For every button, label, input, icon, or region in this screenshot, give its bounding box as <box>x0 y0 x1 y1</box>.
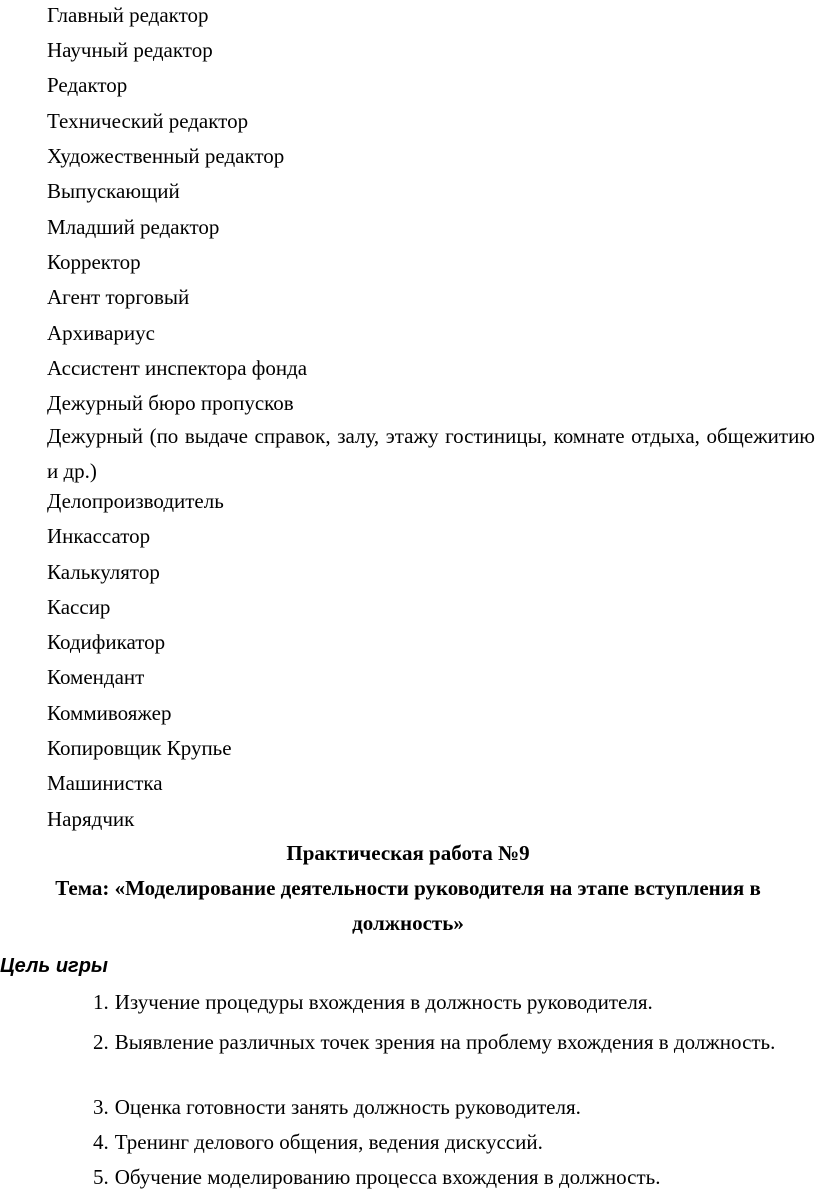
list-item: Агент торговый <box>47 285 190 309</box>
list-item: Архивариус <box>47 321 155 345</box>
list-item: Младший редактор <box>47 215 220 239</box>
topic-title: Тема: «Моделирование деятельности руководителя на этапе вступления в должность» <box>55 876 761 935</box>
list-item: Художественный редактор <box>47 144 285 168</box>
practical-title: Практическая работа №9 <box>286 841 530 865</box>
goal-item <box>47 1160 815 1195</box>
list-item: Копировщик Крупье <box>47 736 232 760</box>
list-item: Комендант <box>47 665 145 689</box>
list-item: Кассир <box>47 595 111 619</box>
goal-text: Тренинг делового общения, ведения дискуссий. <box>114 1130 543 1154</box>
list-item: Дежурный бюро пропусков <box>47 391 294 415</box>
list-item: Делопроизводитель <box>47 489 224 513</box>
goal-item <box>47 985 815 1020</box>
list-item: Нарядчик <box>47 807 135 831</box>
list-item: Научный редактор <box>47 38 213 62</box>
list-item: Коммивояжер <box>47 701 172 725</box>
list-item: Кодификатор <box>47 630 166 654</box>
goal-number: 3. <box>93 1095 109 1119</box>
goal-number: 2. <box>93 1030 109 1054</box>
goal-text: Обучение моделированию процесса вхождения в должность. <box>114 1165 661 1189</box>
goal-number: 1. <box>93 990 109 1014</box>
list-item: Корректор <box>47 250 141 274</box>
goal-heading: Цель игры <box>0 955 109 977</box>
list-item: Машинистка <box>47 771 163 795</box>
list-item: Калькулятор <box>47 560 160 584</box>
goal-number: 4. <box>93 1130 109 1154</box>
list-item: Ассистент инспектора фонда <box>47 356 308 380</box>
goal-number: 5. <box>93 1165 109 1189</box>
list-item: Редактор <box>47 73 128 97</box>
goal-item <box>47 1090 815 1125</box>
goal-text: Изучение процедуры вхождения в должность руководителя. <box>114 990 653 1014</box>
goal-text: Оценка готовности занять должность руководителя. <box>114 1095 581 1119</box>
goal-item <box>47 1025 815 1060</box>
goal-item <box>47 1125 815 1160</box>
list-item-long: Дежурный (по выдаче справок, залу, этажу гостиницы, комнате отдыха, общежитию и др.) <box>47 424 815 483</box>
list-item: Выпускающий <box>47 179 180 203</box>
list-item: Технический редактор <box>47 109 249 133</box>
list-item: Главный редактор <box>47 3 209 27</box>
list-item: Инкассатор <box>47 524 151 548</box>
goal-text: Выявление различных точек зрения на проблему вхождения в должность. <box>114 1030 776 1054</box>
